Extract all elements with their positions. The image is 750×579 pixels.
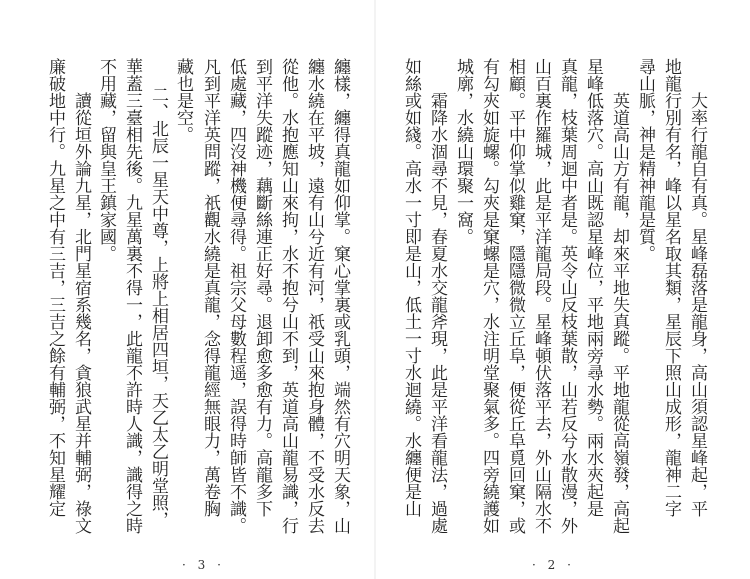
page-number: · 3 · bbox=[182, 558, 225, 572]
text-column: 相顧。平中仰掌似雞窠，隱隱微微立丘阜，便從丘阜覓回窠，或 bbox=[505, 58, 525, 534]
text-column: 到平洋失蹤迹，藕斷絲連正好尋。退卸愈多愈有力。高龍多下 bbox=[252, 58, 272, 517]
text-column: 如絲或如綫。高水一寸即是山，低土一寸水迴繞。水纏便是山 bbox=[401, 58, 421, 517]
text-column: 星峰低落穴。高山既認星峰位，平地兩旁尋水勢。兩水夾起是 bbox=[583, 58, 603, 517]
text-column: 不用藏，留與皇王鎮家國。 bbox=[96, 58, 116, 262]
text-column: 霜降水涸尋不見，春夏水交龍斧現，此是平洋看龍法，過處 bbox=[427, 92, 447, 534]
text-column: 從他。水抱應知山來拘，水不抱兮山不到，英道高山龍易識，行 bbox=[278, 58, 298, 534]
text-column: 纏水繞在平坡，遠有山兮近有河，祇受山來抱身體，不受水反去 bbox=[304, 58, 324, 534]
text-column: 凡到平洋英問蹤，祇觀水繞是真龍，念得龍經無眼力，萬卷胸 bbox=[200, 58, 220, 517]
text-column: 地龍行別有名，峰以星名取其類，星辰下照山成形，龍神二字 bbox=[661, 58, 681, 517]
text-column: 華蓋三臺相先後。九星萬裏不得一，此龍不許時人識，識得之時 bbox=[122, 58, 142, 534]
text-column: 廉破地中行。九星之中有三吉，三吉之餘有輔弼，不知星耀定 bbox=[45, 58, 65, 517]
text-column: 英道高山方有龍，却來平地失真蹤。平地龍從高嶺發，高起 bbox=[609, 92, 629, 534]
text-column: 真龍，枝葉周迴中者是。英令山反枝葉散，山若反兮水散漫，外 bbox=[557, 58, 577, 534]
text-column: 纏樣，纏得真龍如仰掌。窠心掌裏或乳頭，端然有穴明天象，山 bbox=[330, 58, 350, 534]
text-column: 藏也是空。 bbox=[173, 58, 193, 143]
text-column: 低處藏，四沒神機便尋得。祖宗父母數程遥，誤得時師皆不識。 bbox=[226, 58, 246, 534]
text-column: 大率行龍自有真。星峰磊落是龍身，高山須認星峰起，平 bbox=[687, 92, 707, 517]
text-column: 讀從垣外論九星，北門星宿系幾名，貪狼武星并輔弼，祿文 bbox=[71, 92, 91, 534]
text-column: 尋山脈，神是精神龍是質。 bbox=[635, 58, 655, 262]
page-number: · 2 · bbox=[532, 558, 575, 572]
section-heading-column: 二、北辰一星天中尊，上將上相居四垣，天乙太乙明堂照， bbox=[148, 86, 168, 528]
text-column: 有勾夾如旋螺。勾夾是窠螺是穴，水注明堂聚氣多。四旁繞護如 bbox=[479, 58, 499, 534]
text-column: 山百裏作羅城，此是平洋龍局段。星峰頓伏落平去，外山隔水不 bbox=[531, 58, 551, 534]
page-2 bbox=[375, 0, 750, 579]
text-column: 城廓，水繞山環聚一窩。 bbox=[453, 58, 473, 245]
